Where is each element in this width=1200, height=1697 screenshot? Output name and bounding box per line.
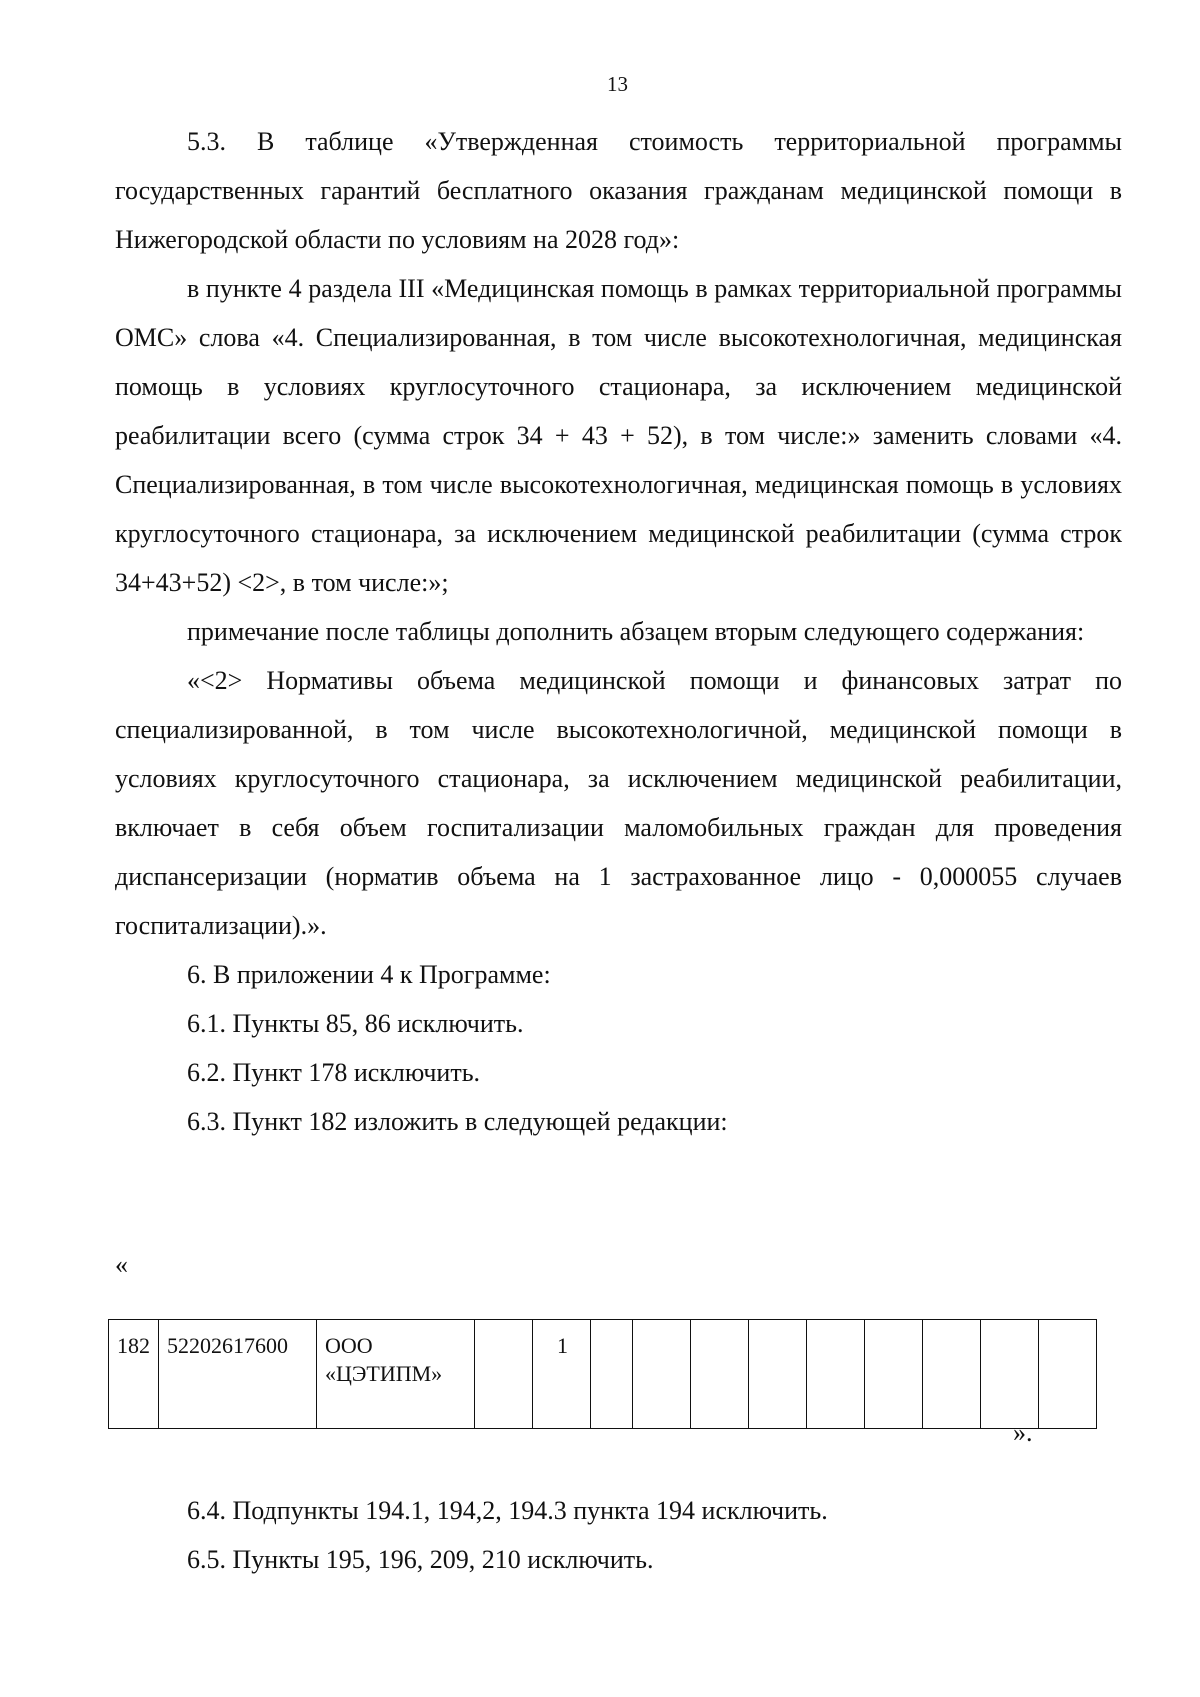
- paragraph-footnote-2: «<2> Нормативы объема медицинской помощи и финансовых затрат по специализированной, в том числе высокотехнологичной, медицинской помощи в условиях круглосуточного стационара, за исключением медицинской реабилитации, включает в себя объем госпитализации маломобильных граждан для проведения диспансеризации (норматив объема на 1 застрахованное лицо - 0,000055 случаев госпитализации).».: [115, 666, 1122, 940]
- organization-name: «ЦЭТИПМ»: [325, 1361, 443, 1386]
- cell-value: 1: [533, 1320, 591, 1429]
- document-body: [115, 117, 1122, 1146]
- paragraph-note-addition: примечание после таблицы дополнить абзацем вторым следующего содержания:: [187, 617, 1085, 646]
- replacement-table: [108, 1319, 1097, 1429]
- item-6-1: 6.1. Пункты 85, 86 исключить.: [187, 1009, 524, 1038]
- cell-empty: [807, 1320, 865, 1429]
- cell-empty: [633, 1320, 691, 1429]
- item-6-3: 6.3. Пункт 182 изложить в следующей редакции:: [187, 1107, 728, 1136]
- item-6: 6. В приложении 4 к Программе:: [187, 960, 551, 989]
- paragraph-5-3: 5.3. В таблице «Утвержденная стоимость территориальной программы государственных гарантий бесплатного оказания гражданам медицинской помощи в Нижегородской области по условиям на 2028 год»:: [115, 127, 1122, 254]
- paragraph-section-4-replacement: в пункте 4 раздела III «Медицинская помощь в рамках территориальной программы ОМС» слова «4. Специализированная, в том числе высокотехнологичная, медицинская помощь в условиях круглосуточного стационара, за исключением медицинской реабилитации всего (сумма строк 34 + 43 + 52), в том числе:» заменить словами «4. Специализированная, в том числе высокотехнологичная, медицинская помощь в условиях круглосуточного стационара, за исключением медицинской реабилитации (сумма строк 34+43+52) <2>, в том числе:»;: [115, 274, 1122, 597]
- cell-empty: [981, 1320, 1039, 1429]
- cell-empty: [591, 1320, 633, 1429]
- closing-quote: ».: [1013, 1418, 1033, 1447]
- item-6-5: 6.5. Пункты 195, 196, 209, 210 исключить.: [187, 1545, 654, 1574]
- cell-row-number: 182: [109, 1320, 159, 1429]
- cell-empty: [749, 1320, 807, 1429]
- table-row: [109, 1320, 1097, 1429]
- cell-empty: [865, 1320, 923, 1429]
- cell-code: 52202617600: [159, 1320, 317, 1429]
- document-body-end: [115, 1486, 1122, 1584]
- cell-empty: [691, 1320, 749, 1429]
- cell-empty: [475, 1320, 533, 1429]
- opening-quote: «: [115, 1250, 128, 1279]
- cell-empty: [923, 1320, 981, 1429]
- cell-empty: [1039, 1320, 1097, 1429]
- item-6-4: 6.4. Подпункты 194.1, 194,2, 194.3 пункта 194 исключить.: [187, 1496, 828, 1525]
- item-6-2: 6.2. Пункт 178 исключить.: [187, 1058, 481, 1087]
- organization-form: ООО: [325, 1333, 373, 1358]
- cell-organization: [317, 1320, 475, 1429]
- page-number: 13: [607, 72, 628, 96]
